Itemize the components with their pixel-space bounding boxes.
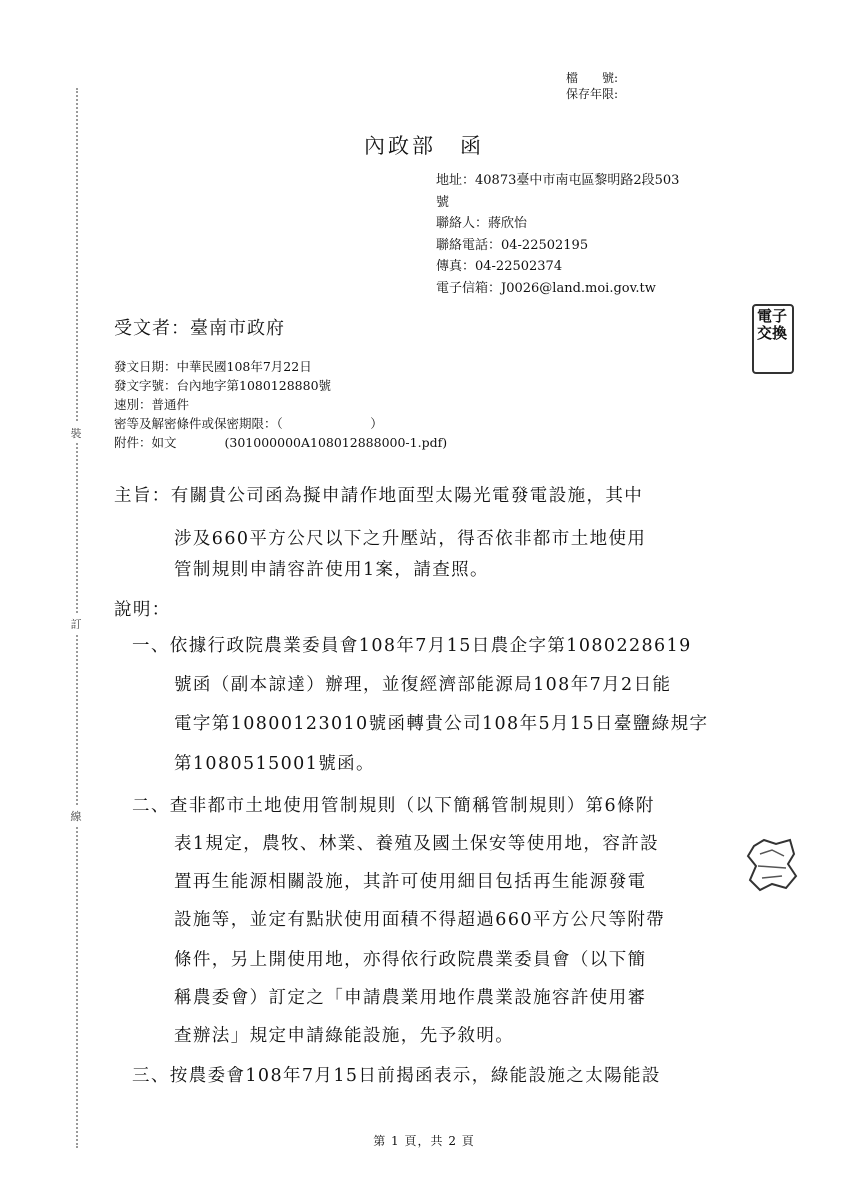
file-meta (566, 70, 618, 102)
secrecy-condition: 密等及解密條件或保密期限：（ ） (114, 416, 383, 431)
contact-fax: 傳真：04-22502374 (436, 259, 563, 274)
contact-phone: 聯絡電話：04-22502195 (436, 237, 589, 253)
item-line: 置再生能源相關設施，其許可使用細目包括再生能源發電 (174, 872, 647, 892)
binding-mark-zhuang: 裝 (69, 423, 83, 443)
contact-email: 電子信箱：J0026@land.moi.gov.tw (436, 280, 656, 296)
binding-mark-ding: 訂 (69, 614, 83, 634)
attachment-file: (301000000A108012888000-1.pdf) (224, 435, 448, 450)
stamp-text: 電子交換 (757, 307, 788, 342)
address-line-1: 地址：40873臺中市南屯區黎明路2段503 (436, 173, 680, 188)
item-line: 電字第10800123010號函轉貴公司108年5月15日臺鹽綠規字 (174, 714, 709, 734)
explanation-label: 說明： (114, 600, 171, 620)
page-footer: 第 1 頁，共 2 頁 (373, 1134, 475, 1148)
dispatch-meta (114, 357, 447, 452)
subject-line: 管制規則申請容許使用1案，請查照。 (174, 560, 489, 580)
item-line: 三、按農委會108年7月15日前揭函表示，綠能設施之太陽能設 (132, 1066, 661, 1086)
document-title: 內政部 函 (364, 134, 484, 158)
contact-person: 聯絡人：蔣欣怡 (436, 216, 528, 231)
subject-line: 主旨：有關貴公司函為擬申請作地面型太陽光電發電設施，其中 (114, 486, 644, 506)
item-line: 條件，另上開使用地，亦得依行政院農業委員會（以下簡 (174, 950, 647, 970)
binding-mark-xian: 線 (69, 806, 83, 826)
dispatch-date: 發文日期：中華民國108年7月22日 (114, 359, 312, 374)
item-line: 第1080515001號函。 (174, 754, 375, 774)
dispatch-number: 發文字號：台內地字第1080128880號 (114, 378, 332, 393)
address-line-2: 號 (436, 194, 450, 210)
file-number-label: 檔 號: (566, 71, 619, 85)
item-line: 二、查非都市土地使用管制規則（以下簡稱管制規則）第6條附 (132, 796, 655, 816)
item-line: 一、依據行政院農業委員會108年7月15日農企字第1080228619 (132, 636, 692, 656)
item-line: 查辦法」規定申請綠能設施，先予敘明。 (174, 1026, 515, 1046)
item-line: 稱農委會）訂定之「申請農業用地作農業設施容許使用審 (174, 988, 647, 1008)
subject-line: 涉及660平方公尺以下之升壓站，得否依非都市土地使用 (174, 529, 647, 549)
seal-mark-icon (746, 836, 798, 894)
speed-class: 速別：普通件 (114, 397, 190, 412)
attachment-label: 附件：如文 (114, 435, 177, 450)
retention-label: 保存年限: (566, 87, 619, 101)
item-line: 設施等，並定有點狀使用面積不得超過660平方公尺等附帶 (174, 910, 666, 930)
electronic-exchange-stamp (752, 304, 794, 374)
item-line: 號函（副本諒達）辦理，並復經濟部能源局108年7月2日能 (174, 675, 672, 695)
recipient: 受文者：臺南市政府 (114, 318, 285, 339)
item-line: 表1規定，農牧、林業、養殖及國土保安等使用地，容許設 (174, 834, 660, 854)
attachment (114, 433, 447, 452)
contact-block (436, 170, 736, 299)
